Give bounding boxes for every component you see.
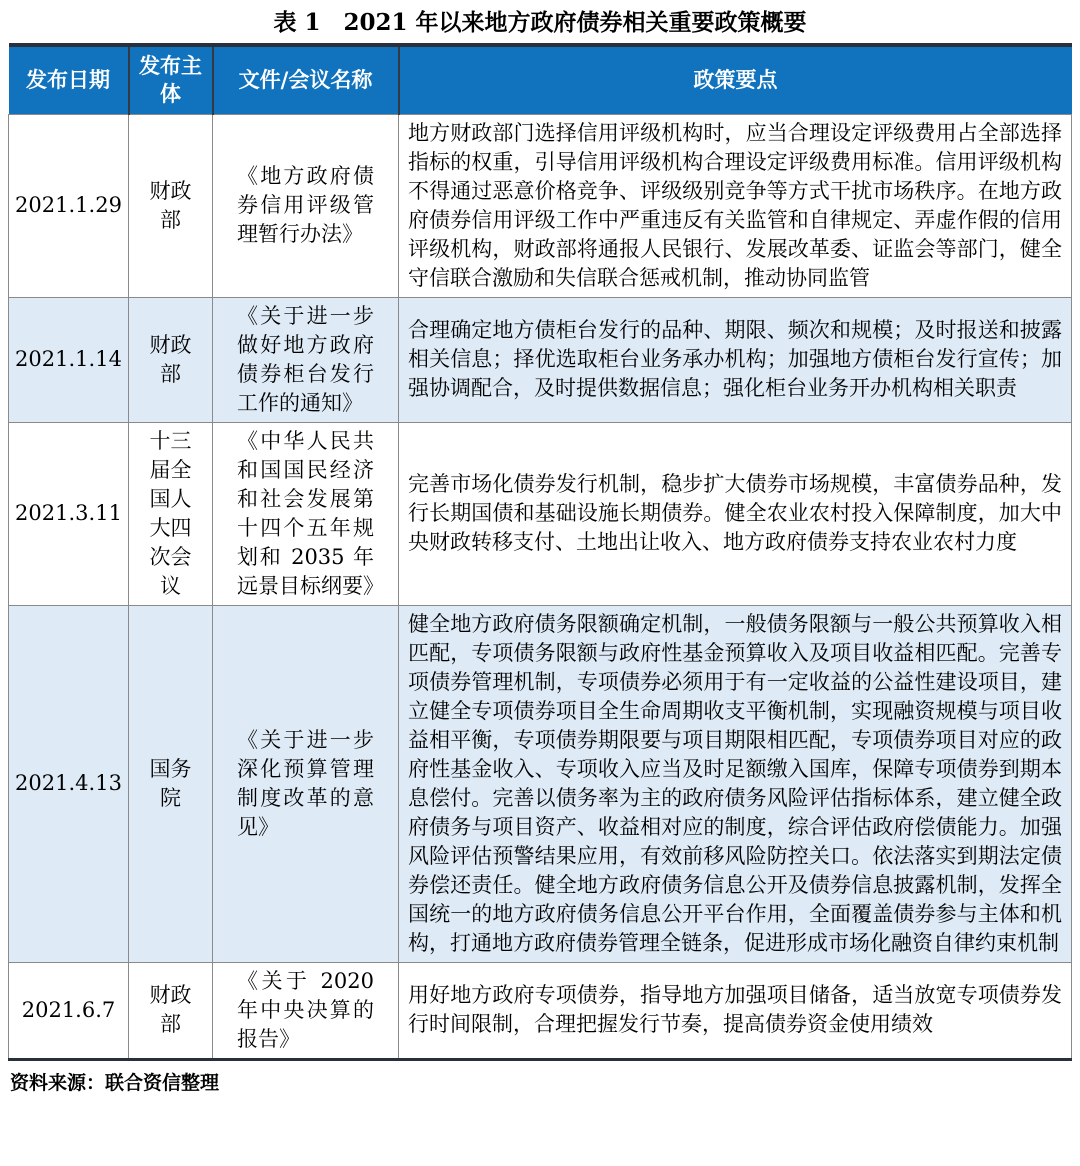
- issuer-cell: 十三届全国人大四次会议: [129, 422, 213, 605]
- header-points: 政策要点: [399, 45, 1072, 114]
- document-cell: 《关于进一步做好地方政府债券柜台发行工作的通知》: [213, 297, 399, 422]
- header-row: [9, 45, 1072, 114]
- table-row: [9, 422, 1072, 605]
- document-cell: 《地方政府债券信用评级管理暂行办法》: [213, 114, 399, 297]
- document-cell: 《关于进一步深化预算管理制度改革的意见》: [213, 605, 399, 962]
- points-cell: 完善市场化债券发行机制，稳步扩大债券市场规模，丰富债券品种，发行长期国债和基础设施长期债券。健全农业农村投入保障制度，加大中央财政转移支付、土地出让收入、地方政府债券支持农业农村力度: [399, 422, 1072, 605]
- table-row: [9, 962, 1072, 1059]
- date-cell: 2021.3.11: [9, 422, 129, 605]
- points-cell: 地方财政部门选择信用评级机构时，应当合理设定评级费用占全部选择指标的权重，引导信用评级机构合理设定评级费用标准。信用评级机构不得通过恶意价格竞争、评级级别竞争等方式干扰市场秩序。在地方政府债券信用评级工作中严重违反有关监管和自律规定、弄虚作假的信用评级机构，财政部将通报人民银行、发展改革委、证监会等部门，健全守信联合激励和失信联合惩戒机制，推动协同监管: [399, 114, 1072, 297]
- issuer-cell: 财政部: [129, 297, 213, 422]
- source-note: 资料来源：联合资信整理: [10, 1071, 220, 1094]
- date-cell: 2021.4.13: [9, 605, 129, 962]
- points-cell: 健全地方政府债务限额确定机制，一般债务限额与一般公共预算收入相匹配，专项债务限额与政府性基金预算收入及项目收益相匹配。完善专项债券管理机制，专项债券必须用于有一定收益的公益性建设项目，建立健全专项债券项目全生命周期收支平衡机制，实现融资规模与项目收益相平衡，专项债券期限要与项目期限相匹配，专项债券项目对应的政府性基金收入、专项收入应当及时足额缴入国库，保障专项债券到期本息偿付。完善以债务率为主的政府债务风险评估指标体系，建立健全政府债务与项目资产、收益相对应的制度，综合评估政府偿债能力。加强风险评估预警结果应用，有效前移风险防控关口。依法落实到期法定债券偿还责任。健全地方政府债务信息公开及债券信息披露机制，发挥全国统一的地方政府债务信息公开平台作用，全面覆盖债券参与主体和机构，打通地方政府债券管理全链条，促进形成市场化融资自律约束机制: [399, 605, 1072, 962]
- header-document: 文件/会议名称: [213, 45, 399, 114]
- issuer-cell: 财政部: [129, 962, 213, 1059]
- policy-table: [8, 43, 1072, 1061]
- points-cell: 用好地方政府专项债券，指导地方加强项目储备，适当放宽专项债券发行时间限制，合理把握发行节奏，提高债券资金使用绩效: [399, 962, 1072, 1059]
- date-cell: 2021.1.29: [9, 114, 129, 297]
- issuer-cell: 国务院: [129, 605, 213, 962]
- table-row: [9, 114, 1072, 297]
- date-cell: 2021.6.7: [9, 962, 129, 1059]
- date-cell: 2021.1.14: [9, 297, 129, 422]
- header-date: 发布日期: [9, 45, 129, 114]
- document-cell: 《中华人民共和国国民经济和社会发展第十四个五年规划和 2035 年远景目标纲要》: [213, 422, 399, 605]
- table-row: [9, 297, 1072, 422]
- document-cell: 《关于 2020 年中央决算的报告》: [213, 962, 399, 1059]
- table-title: 表 1 2021 年以来地方政府债券相关重要政策概要: [273, 9, 807, 36]
- header-issuer: 发布主体: [129, 45, 213, 114]
- points-cell: 合理确定地方债柜台发行的品种、期限、频次和规模；及时报送和披露相关信息；择优选取柜台业务承办机构；加强地方债柜台发行宣传；加强协调配合，及时提供数据信息；强化柜台业务开办机构相关职责: [399, 297, 1072, 422]
- issuer-cell: 财政部: [129, 114, 213, 297]
- table-row: [9, 605, 1072, 962]
